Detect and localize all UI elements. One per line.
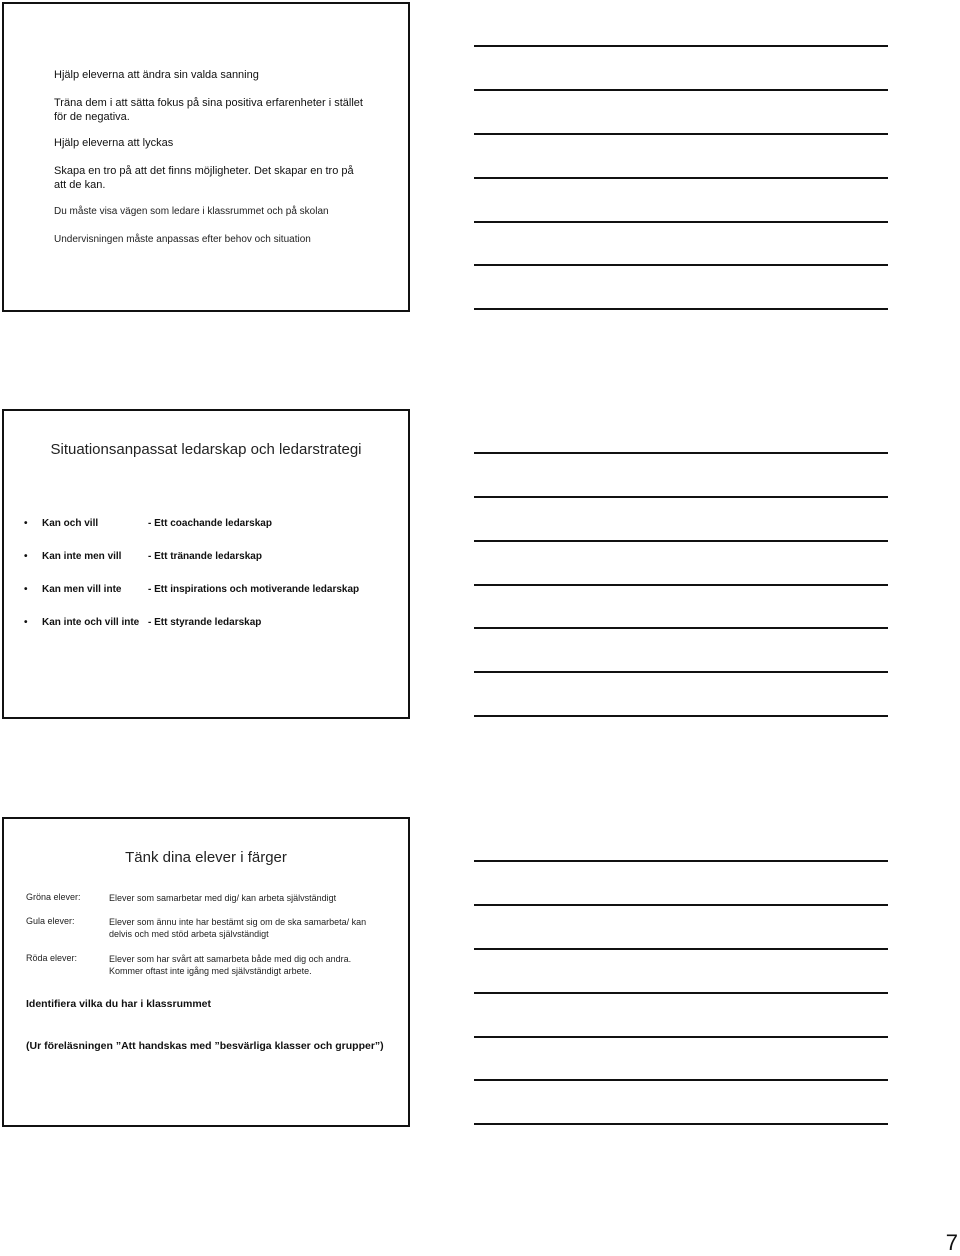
note-line bbox=[474, 992, 888, 994]
note-line bbox=[474, 264, 888, 266]
note-line bbox=[474, 1123, 888, 1125]
slide2-row-condition: Kan inte och vill inte bbox=[42, 617, 140, 628]
note-line bbox=[474, 671, 888, 673]
green-students-label: Gröna elever: bbox=[26, 892, 81, 902]
slide2-title: Situationsanpassat ledarskap och ledarstrategi bbox=[50, 441, 362, 458]
slide-2 bbox=[2, 409, 410, 719]
note-line bbox=[474, 627, 888, 629]
lecture-source: (Ur föreläsningen ”Att handskas med ”besvärliga klasser och grupper”) bbox=[26, 1040, 384, 1052]
identify-heading: Identifiera vilka du har i klassrummet bbox=[26, 998, 211, 1010]
slide2-row-strategy: - Ett inspirations och motiverande ledarskap bbox=[148, 584, 360, 595]
slide2-row-condition: Kan men vill inte bbox=[42, 584, 122, 595]
bullet-icon: • bbox=[24, 584, 28, 595]
note-line bbox=[474, 715, 888, 717]
yellow-students-label: Gula elever: bbox=[26, 916, 75, 926]
red-students-description: Elever som har svårt att samarbeta både med dig och andra. Kommer oftast inte igång med självständigt arbete. bbox=[109, 954, 352, 976]
slide2-row-strategy: - Ett styrande ledarskap bbox=[148, 617, 262, 628]
note-line bbox=[474, 948, 888, 950]
note-line bbox=[474, 89, 888, 91]
note-line bbox=[474, 584, 888, 586]
slide2-row-condition: Kan inte men vill bbox=[42, 551, 122, 562]
slide-1 bbox=[2, 2, 410, 312]
bullet-icon: • bbox=[24, 617, 28, 628]
note-line bbox=[474, 177, 888, 179]
note-line bbox=[474, 452, 888, 454]
bullet-icon: • bbox=[24, 551, 28, 562]
slide1-item-1: Hjälp eleverna att ändra sin valda sanning bbox=[54, 69, 259, 81]
red-students-label: Röda elever: bbox=[26, 953, 78, 963]
slide1-item-5: Du måste visa vägen som ledare i klassrummet och på skolan bbox=[54, 206, 329, 217]
yellow-students-description: Elever som ännu inte har bestämt sig om de ska samarbeta/ kan delvis och med stöd arbeta självständigt bbox=[109, 917, 367, 939]
slide2-row-strategy: - Ett tränande ledarskap bbox=[148, 551, 262, 562]
bullet-icon: • bbox=[24, 518, 28, 529]
page-number: 7 bbox=[945, 1230, 958, 1255]
slide-3 bbox=[2, 817, 410, 1127]
slide1-item-6: Undervisningen måste anpassas efter behov och situation bbox=[54, 234, 311, 245]
slide2-row-condition: Kan och vill bbox=[42, 518, 99, 529]
slide1-item-4: Skapa en tro på att det finns möjligheter. Det skapar en tro på att de kan. bbox=[54, 165, 354, 191]
note-line bbox=[474, 496, 888, 498]
note-line bbox=[474, 1079, 888, 1081]
note-line bbox=[474, 133, 888, 135]
slide1-item-3: Hjälp eleverna att lyckas bbox=[54, 137, 174, 149]
green-students-description: Elever som samarbetar med dig/ kan arbeta självständigt bbox=[109, 893, 337, 903]
slide1-item-2: Träna dem i att sätta fokus på sina positiva erfarenheter i stället för de negativa. bbox=[54, 97, 363, 123]
note-line bbox=[474, 1036, 888, 1038]
note-line bbox=[474, 860, 888, 862]
note-line bbox=[474, 540, 888, 542]
note-line bbox=[474, 221, 888, 223]
note-line bbox=[474, 45, 888, 47]
slide2-row-strategy: - Ett coachande ledarskap bbox=[148, 518, 272, 529]
slide3-title: Tänk dina elever i färger bbox=[125, 849, 287, 866]
note-line bbox=[474, 308, 888, 310]
note-line bbox=[474, 904, 888, 906]
